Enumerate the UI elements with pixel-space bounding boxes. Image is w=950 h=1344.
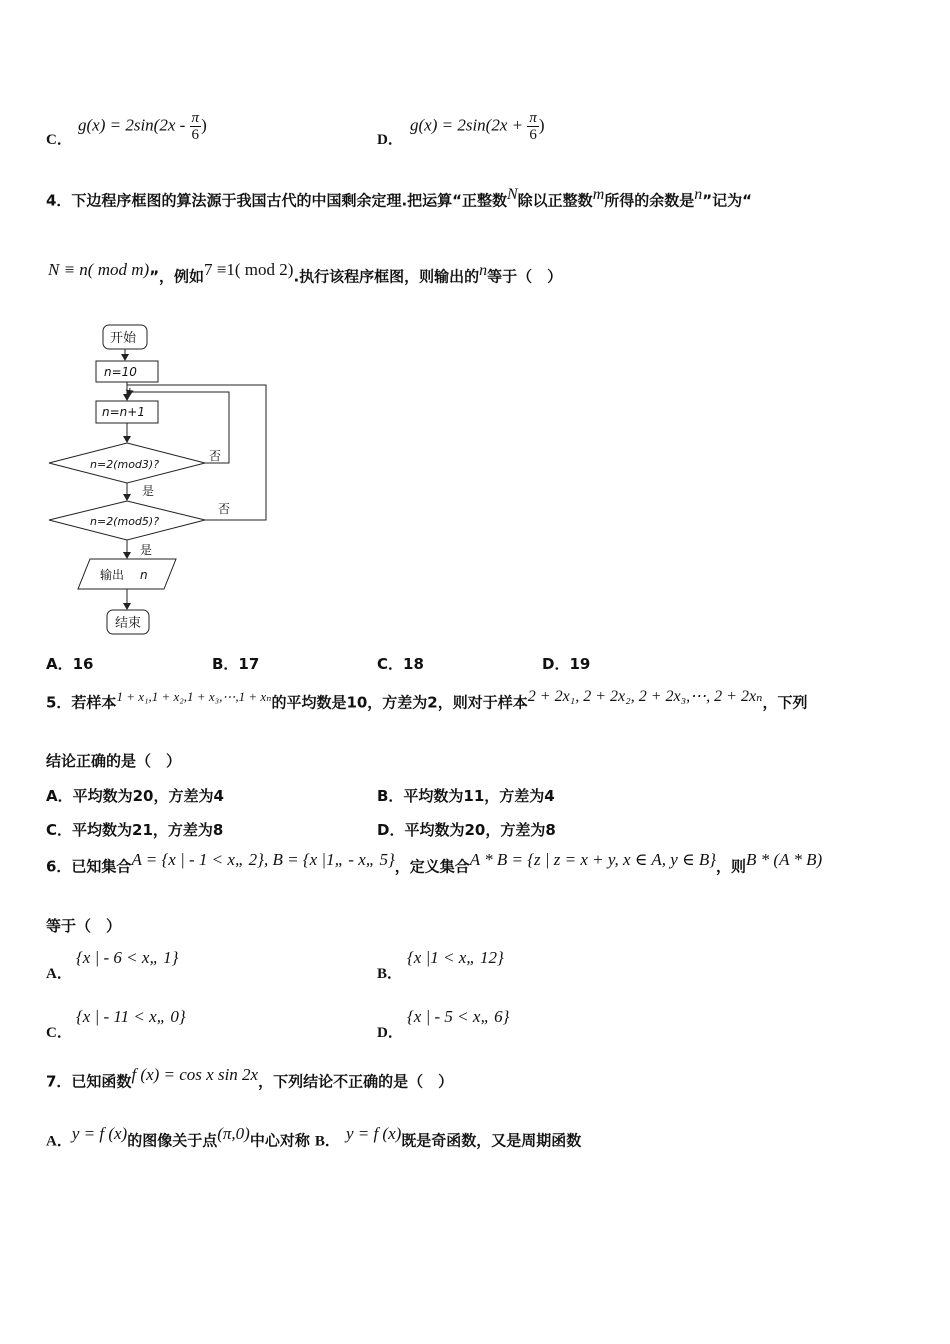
q6-expr: B * (A * B) xyxy=(746,850,823,869)
flowchart-output-label: 输出 xyxy=(100,568,125,582)
q7-stem xyxy=(46,1065,453,1091)
flowchart-loop2 xyxy=(127,385,266,520)
q7-text1: 7．已知函数 xyxy=(46,1072,132,1091)
q6-text2: ，定义集合 xyxy=(394,857,470,876)
q4-text5: ”，例如 xyxy=(149,267,205,286)
q4-text4: ”记为“ xyxy=(702,191,752,210)
q6-stem-line2: 等于（ ） xyxy=(46,917,122,935)
q4-var-n2: n xyxy=(479,262,488,279)
flowchart-output-var: n xyxy=(140,568,148,582)
q3-option-c-frac-num: π xyxy=(191,110,200,126)
flowchart-increment-label: n=n+1 xyxy=(102,405,145,419)
q5-stem-line1 xyxy=(46,686,808,712)
q4-text2: 除以正整数 xyxy=(517,191,593,210)
q4-math-example: 7 ≡1( mod 2) xyxy=(204,260,294,279)
q6-option-d: {x | - 5 < x„ 6} xyxy=(407,1007,510,1026)
q7-option-a-label: A． xyxy=(46,1133,72,1150)
q7-text2: ，下列结论不正确的是（ ） xyxy=(258,1072,454,1091)
q7-option-a-text1: 的图像关于点 xyxy=(127,1131,218,1150)
q3-option-c-frac-den: 6 xyxy=(191,127,200,143)
q7-option-b-math: y = f (x) xyxy=(345,1124,402,1143)
q4-option-c: C．18 xyxy=(377,655,424,673)
q3-option-c-expr-left: g(x) = 2sin(2x - xyxy=(78,115,190,135)
q5-text1: 5．若样本 xyxy=(46,693,117,712)
q3-option-c-label: C． xyxy=(46,132,72,148)
q3-option-c-expr-right: ) xyxy=(201,115,207,135)
flowchart-cond1-label: n=2(mod3)? xyxy=(90,458,160,471)
q3-option-d-fraction xyxy=(527,110,539,143)
q4-option-a: A．16 xyxy=(46,655,94,673)
q5-option-d: D．平均数为20，方差为8 xyxy=(377,821,556,839)
q5-stem-line2: 结论正确的是（ ） xyxy=(46,752,182,770)
flowchart-init-label: n=10 xyxy=(104,365,137,379)
q3-option-d-frac-num: π xyxy=(529,110,537,126)
q5-sample2: 2 + 2x₁, 2 + 2x₂, 2 + 2x₃,⋯, 2 + 2xₙ xyxy=(527,688,763,705)
flowchart-cond2-label: n=2(mod5)? xyxy=(90,515,160,528)
q7-option-a-text2: 中心对称 xyxy=(249,1131,310,1150)
q4-option-d: D．19 xyxy=(542,655,591,673)
q4-var-n: n xyxy=(694,186,703,203)
q4-text3: 所得的余数是 xyxy=(604,191,695,210)
q6-option-b: {x |1 < x„ 12} xyxy=(407,948,504,967)
q7-option-b-label: B． xyxy=(314,1133,340,1150)
q6-def: A * B = {z | z = x + y, x ∈ A, y ∈ B} xyxy=(469,850,717,869)
q6-stem-line1 xyxy=(46,850,822,876)
q4-text6: .执行该程序框图，则输出的 xyxy=(293,267,480,286)
q6-option-c-label: C． xyxy=(46,1025,72,1041)
q4-var-m: m xyxy=(592,186,605,203)
q6-option-b-label: B． xyxy=(377,966,403,982)
q4-option-b: B．17 xyxy=(212,655,260,673)
q4-text1: 4．下边程序框图的算法源于我国古代的中国剩余定理.把运算“正整数 xyxy=(46,191,507,210)
flowchart-no2-label: 否 xyxy=(218,502,231,516)
q5-option-c: C．平均数为21，方差为8 xyxy=(46,821,224,839)
q3-option-d-expression xyxy=(410,110,545,143)
q6-sets: A = {x | - 1 < x„ 2}, B = {x |1„ - x„ 5} xyxy=(131,850,395,869)
q3-option-d-expr-left: g(x) = 2sin(2x + xyxy=(410,115,528,135)
flowchart-output-box xyxy=(78,559,176,589)
q5-text3: ，下列 xyxy=(762,693,808,712)
q4-math-mod: N ≡ n( mod m) xyxy=(48,260,150,279)
flowchart-yes1-label: 是 xyxy=(142,484,155,498)
q7-func: f (x) = cos x sin 2x xyxy=(131,1065,259,1084)
flowchart-start-label: 开始 xyxy=(110,331,137,346)
q5-text2: 的平均数是10，方差为2，则对于样本 xyxy=(271,693,528,712)
flowchart-no1-label: 否 xyxy=(209,449,222,463)
q4-var-N: N xyxy=(507,186,518,203)
q6-text3: ，则 xyxy=(716,857,747,876)
q6-option-a-label: A． xyxy=(46,966,72,982)
q5-option-a: A．平均数为20，方差为4 xyxy=(46,787,224,805)
q3-option-d-expr-right: ) xyxy=(538,115,545,135)
q7-option-a-point: (π,0) xyxy=(217,1124,250,1143)
q6-text1: 6．已知集合 xyxy=(46,857,132,876)
q3-option-d-label: D． xyxy=(377,132,403,148)
q5-sample1: 1 + x₁,1 + x₂,1 + x₃,⋯,1 + xₙ xyxy=(116,689,272,704)
q7-option-b-text: 既是奇函数，又是周期函数 xyxy=(401,1131,582,1150)
q6-option-d-label: D． xyxy=(377,1025,403,1041)
flowchart-end-label: 结束 xyxy=(115,616,142,631)
q6-option-a: {x | - 6 < x„ 1} xyxy=(76,948,179,967)
flowchart-yes2-label: 是 xyxy=(140,543,153,557)
q3-option-d-frac-den: 6 xyxy=(529,127,537,143)
q4-text7: 等于（ ） xyxy=(487,267,563,286)
q4-flowchart xyxy=(0,0,300,650)
q6-option-c: {x | - 11 < x„ 0} xyxy=(76,1007,186,1026)
q5-option-b: B．平均数为11，方差为4 xyxy=(377,787,555,805)
q7-option-a-math: y = f (x) xyxy=(71,1124,128,1143)
q7-options xyxy=(46,1124,581,1150)
